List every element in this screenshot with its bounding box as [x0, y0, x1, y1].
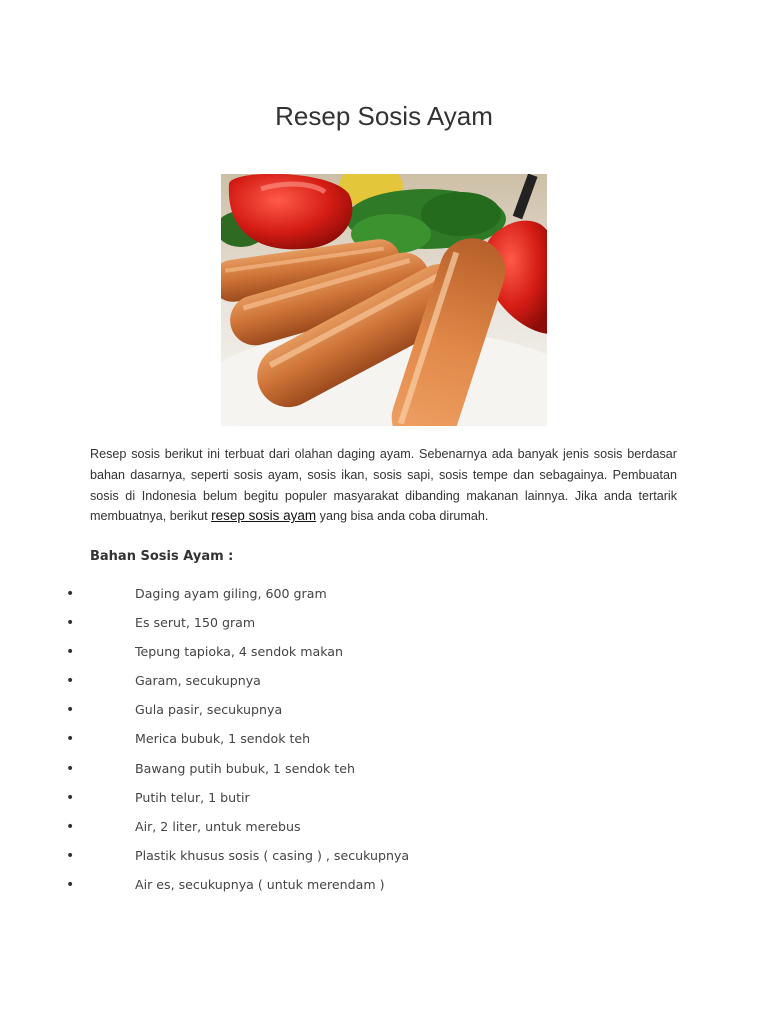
intro-paragraph	[90, 444, 677, 527]
bullet-icon: •	[66, 876, 75, 893]
ingredient-text: Daging ayam giling, 600 gram	[135, 586, 327, 601]
ingredient-text: Merica bubuk, 1 sendok teh	[135, 731, 311, 747]
bullet-icon: •	[66, 789, 75, 806]
list-item	[0, 671, 768, 700]
list-item	[0, 759, 768, 788]
bullet-icon: •	[66, 847, 75, 864]
list-item	[0, 817, 768, 846]
intro-text-end: yang bisa anda coba dirumah.	[316, 509, 489, 524]
ingredient-text: Bawang putih bubuk, 1 sendok teh	[135, 760, 355, 776]
ingredient-text: Tepung tapioka, 4 sendok makan	[135, 644, 343, 660]
bullet-icon: •	[66, 673, 75, 690]
ingredient-text: Air, 2 liter, untuk merebus	[135, 818, 301, 834]
ingredient-text: Garam, secukupnya	[135, 673, 261, 689]
list-item	[0, 642, 768, 671]
bullet-icon: •	[66, 731, 75, 748]
list-item	[0, 788, 768, 817]
ingredient-text: Plastik khusus sosis ( casing ) , secukupnya	[135, 847, 410, 863]
list-item	[0, 584, 768, 613]
list-item	[0, 613, 768, 642]
bullet-icon: •	[66, 702, 75, 719]
list-item	[0, 846, 768, 875]
ingredient-text: Gula pasir, secukupnya	[135, 702, 283, 718]
ingredient-text: Es serut, 150 gram	[135, 615, 256, 631]
page-title: Resep Sosis Ayam	[275, 101, 493, 131]
ingredients-heading: Bahan Sosis Ayam :	[90, 549, 234, 564]
ingredient-text: Putih telur, 1 butir	[135, 789, 250, 805]
bullet-icon: •	[66, 586, 75, 602]
bullet-icon: •	[66, 615, 75, 632]
ingredient-text: Air es, secukupnya ( untuk merendam )	[135, 876, 385, 892]
bullet-icon: •	[66, 818, 75, 835]
ingredients-list	[0, 584, 768, 904]
bullet-icon: •	[66, 644, 75, 661]
sausage-photo	[221, 174, 547, 426]
list-item	[0, 729, 768, 758]
list-item	[0, 875, 768, 904]
intro-text: Resep sosis berikut ini terbuat dari olahan daging ayam. Sebenarnya ada banyak jenis sosis berdasar bahan dasarnya, seperti sosis ayam, sosis ikan, sosis sapi, sosis tempe dan sebagainya. Pembuatan sosis di Indonesia belum begitu populer masyarakat dibanding makanan lainnya. Jika anda tertarik membuatnya, berikut	[90, 447, 677, 524]
list-item	[0, 700, 768, 729]
recipe-link[interactable]: resep sosis ayam	[211, 508, 317, 524]
bullet-icon: •	[66, 760, 75, 777]
